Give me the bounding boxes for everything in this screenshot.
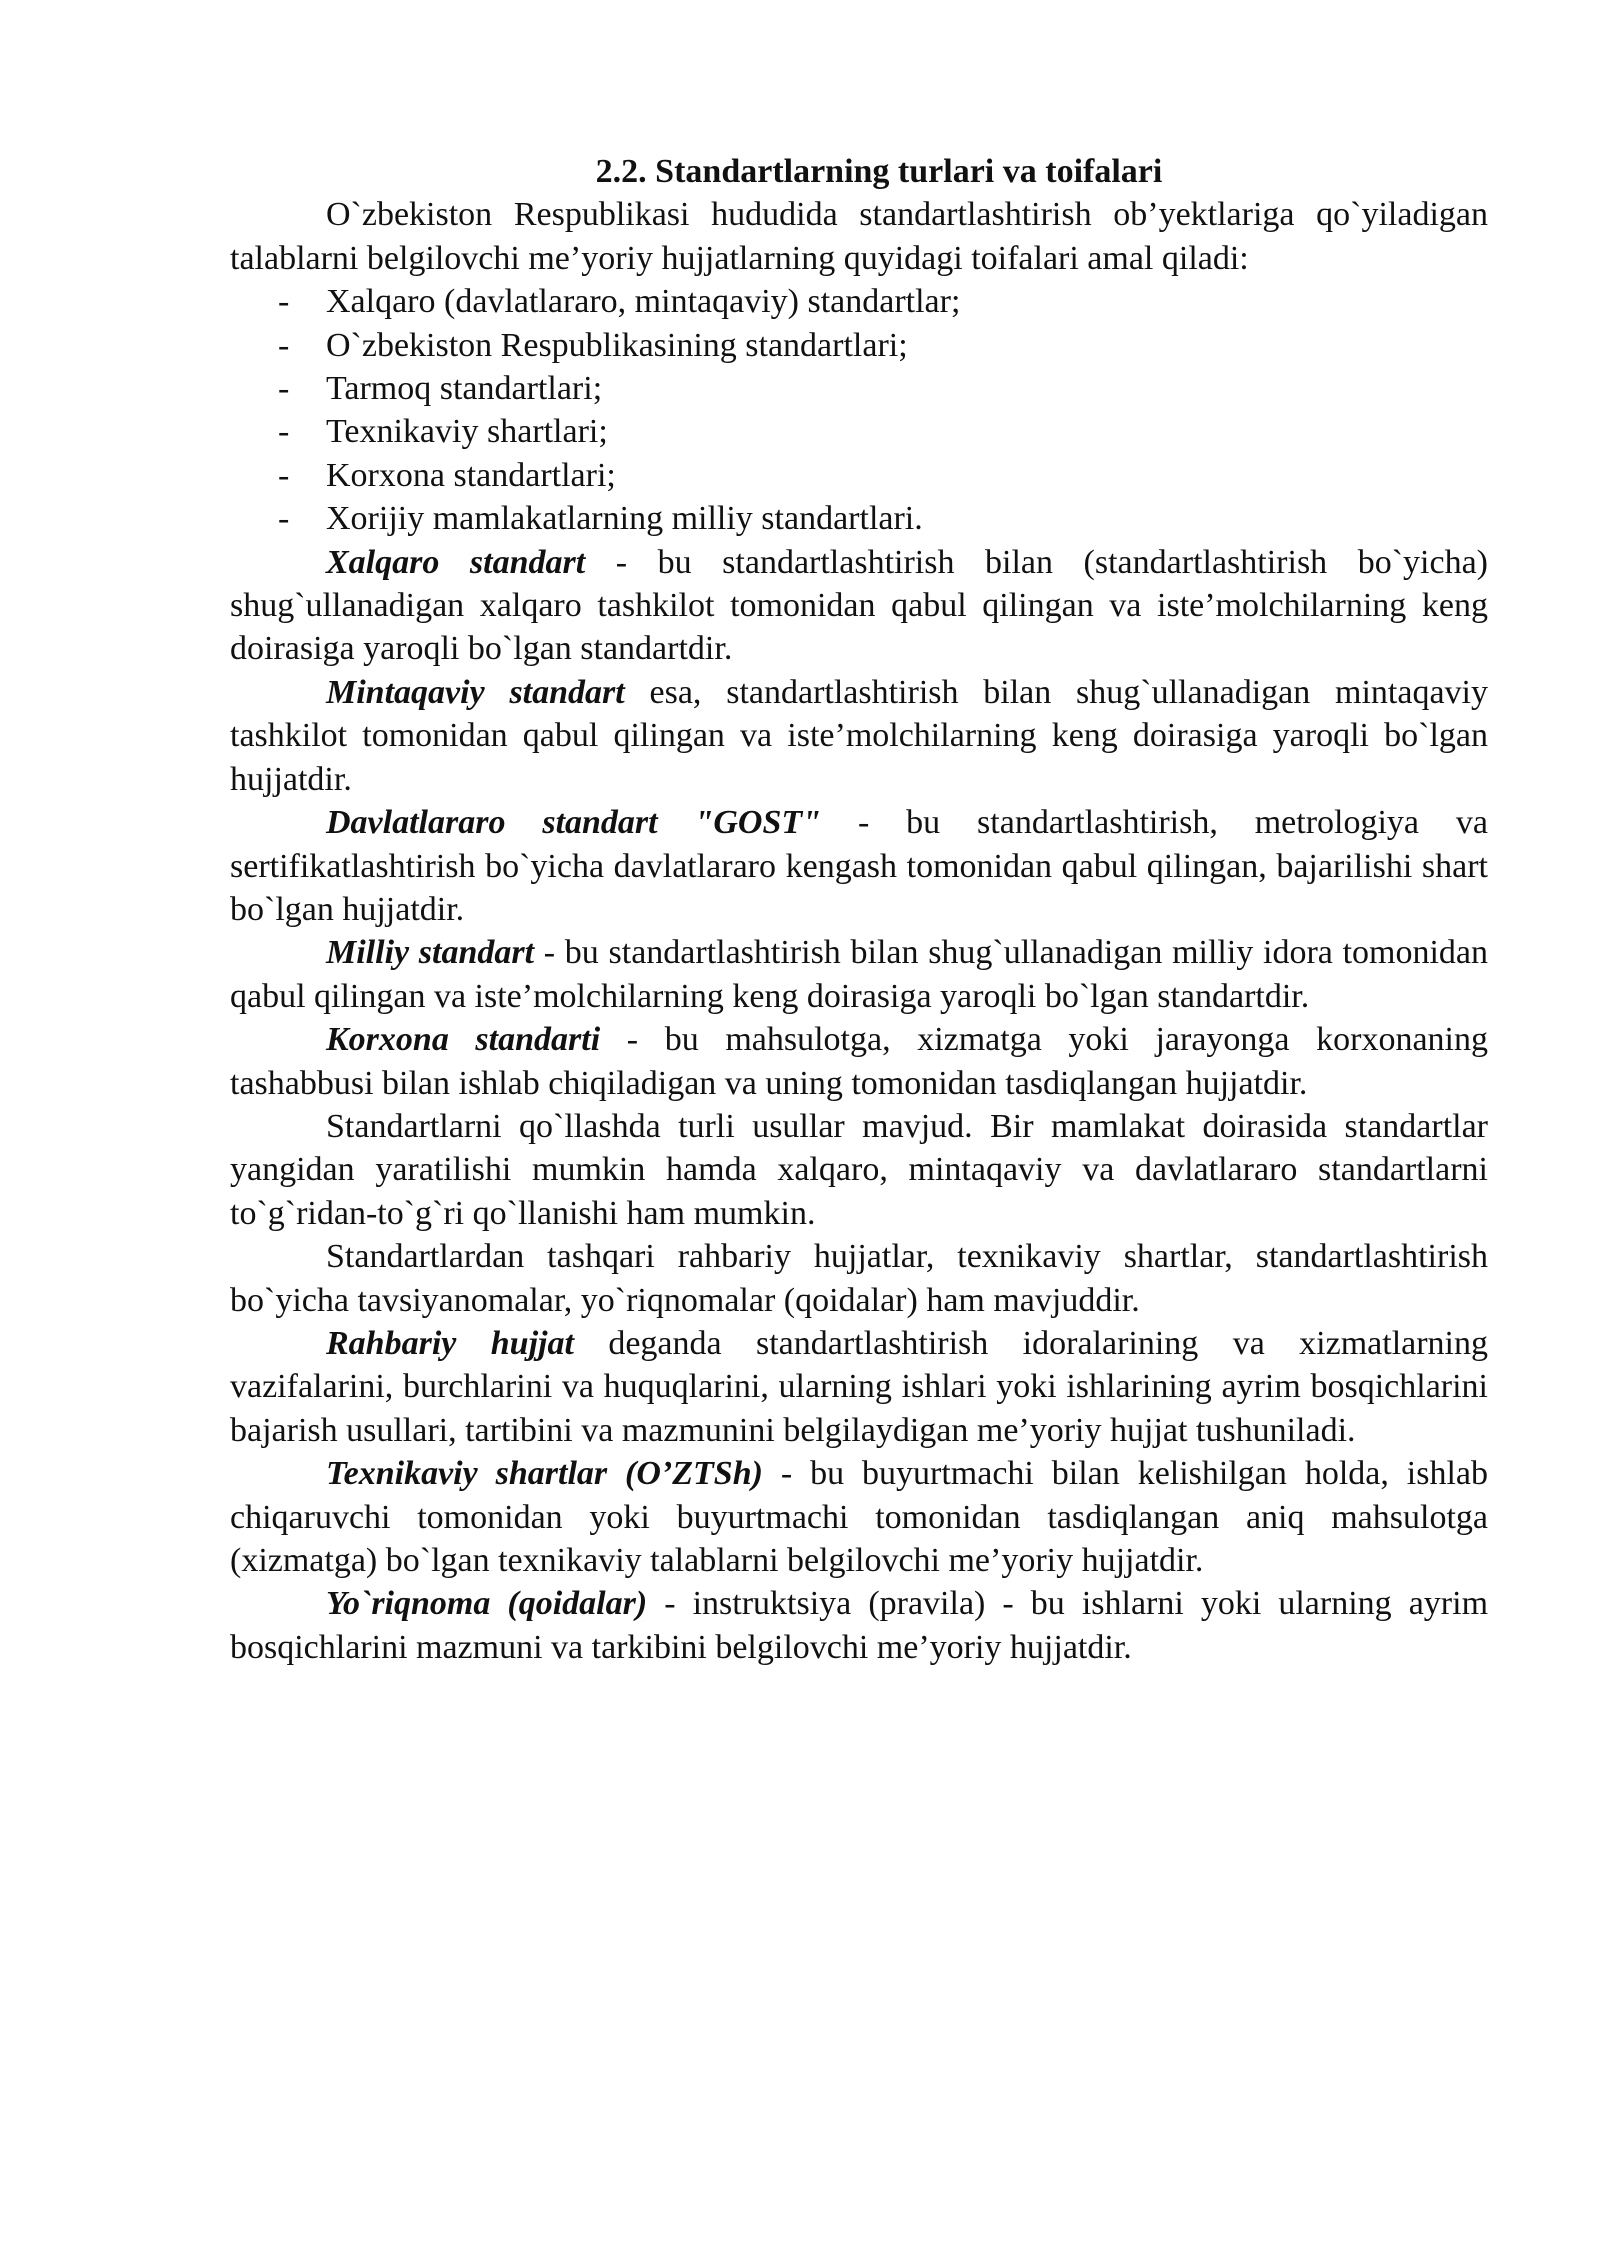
definition-term: Rahbariy hujjat: [326, 1324, 574, 1362]
definition-text: - bu standartlashtirish bilan (standartlashtirish bo`yicha) shug`ullanadigan xalqaro tashkilot tomonidan qabul qilingan va iste’molchilarning keng doirasiga yaroqli bo`lgan standartdir.: [230, 543, 1489, 668]
document-page: [230, 150, 1488, 1669]
list-item: [230, 280, 1488, 323]
definition-text: - bu mahsulotga, xizmatga yoki jarayonga korxonaning tashabbusi bilan ishlab chiqiladigan va uning tomonidan tasdiqlangan hujjatdir.: [230, 1021, 1488, 1102]
category-list: [230, 280, 1488, 540]
list-dash: -: [278, 283, 290, 321]
list-item-text: Xalqaro (davlatlararo, mintaqaviy) standartlar;: [326, 283, 961, 321]
definition-paragraph: [230, 671, 1488, 801]
definition-paragraph: [230, 1582, 1488, 1669]
definition-paragraph: [230, 541, 1488, 671]
definition-text: - instruktsiya (pravila) - bu ishlarni yoki ularning ayrim bosqichlarini mazmuni va tarkibini belgilovchi me’yoriy hujjatdir.: [230, 1585, 1489, 1666]
list-dash: -: [278, 500, 290, 538]
list-item: [230, 410, 1488, 453]
definition-term: Xalqaro standart: [326, 543, 586, 581]
list-item-text: Xorijiy mamlakatlarning milliy standartlari.: [326, 500, 923, 538]
definition-paragraph: [230, 1452, 1488, 1582]
definition-term: Yo`riqnoma (qoidalar): [326, 1585, 648, 1623]
list-item: [230, 324, 1488, 367]
definition-text: esa, standartlashtirish bilan shug`ullanadigan mintaqaviy tashkilot tomonidan qabul qilingan va iste’molchilarning keng doirasiga yaroqli bo`lgan hujjatdir.: [230, 673, 1488, 798]
list-dash: -: [278, 456, 290, 494]
intro-paragraph: O`zbekiston Respublikasi hududida standartlashtirish ob’yektlariga qo`yiladigan talablarni belgilovchi me’yoriy hujjatlarning quyidagi toifalari amal qiladi:: [230, 196, 1488, 277]
definition-text: - bu standartlashtirish, metrologiya va sertifikatlashtirish bo`yicha davlatlararo kengash tomonidan qabul qilingan, bajarilishi shart bo`lgan hujjatdir.: [230, 804, 1489, 928]
list-item-text: Tarmoq standartlari;: [326, 370, 603, 408]
list-item-text: O`zbekiston Respublikasining standartlari;: [326, 326, 908, 364]
list-dash: -: [278, 413, 290, 451]
section-title: 2.2. Standartlarning turlari va toifalari: [595, 153, 1163, 190]
other-documents-paragraph: Standartlardan tashqari rahbariy hujjatlar, texnikaviy shartlar, standartlashtirish bo`yicha tavsiyanomalar, yo`riqnomalar (qoidalar) ham mavjuddir.: [230, 1238, 1488, 1319]
list-dash: -: [278, 370, 290, 408]
definition-term: Mintaqaviy standart: [326, 673, 625, 711]
definition-term: Davlatlararo standart "GOST": [326, 804, 822, 842]
list-dash: -: [278, 326, 290, 364]
definition-term: Korxona standarti: [326, 1021, 601, 1059]
definition-text: - bu standartlashtirish bilan shug`ullanadigan milliy idora tomonidan qabul qilingan va iste’molchilarning keng doirasiga yaroqli bo`lgan standartdir.: [230, 934, 1488, 1015]
definition-paragraph: [230, 801, 1488, 931]
definition-paragraph: [230, 1322, 1488, 1452]
definition-term: Texnikaviy shartlar (O’ZTSh): [326, 1455, 763, 1493]
definition-paragraph: [230, 1018, 1488, 1105]
definition-paragraph: [230, 931, 1488, 1018]
list-item-text: Korxona standartlari;: [326, 456, 616, 494]
definition-text: - bu buyurtmachi bilan kelishilgan holda, ishlab chiqaruvchi tomonidan yoki buyurtmachi tomonidan tasdiqlangan aniq mahsulotga (xizmatga) bo`lgan texnikaviy talablarni belgilovchi me’yoriy hujjatdir.: [230, 1455, 1488, 1579]
application-paragraph: Standartlarni qo`llashda turli usullar mavjud. Bir mamlakat doirasida standartlar yangidan yaratilishi mumkin hamda xalqaro, mintaqaviy va davlatlararo standartlarni to`g`ridan-to`g`ri qo`llanishi ham mumkin.: [230, 1107, 1488, 1232]
definition-term: Milliy standart: [326, 934, 535, 972]
definition-text: deganda standartlashtirish idoralarining va xizmatlarning vazifalarini, burchlarini va huquqlarini, ularning ishlari yoki ishlarining ayrim bosqichlarini bajarish usullari, tartibini va mazmunini belgilaydigan me’yoriy hujjat tushuniladi.: [230, 1324, 1489, 1449]
list-item-text: Texnikaviy shartlari;: [326, 413, 608, 451]
list-item: [230, 497, 1488, 540]
list-item: [230, 367, 1488, 410]
list-item: [230, 454, 1488, 497]
